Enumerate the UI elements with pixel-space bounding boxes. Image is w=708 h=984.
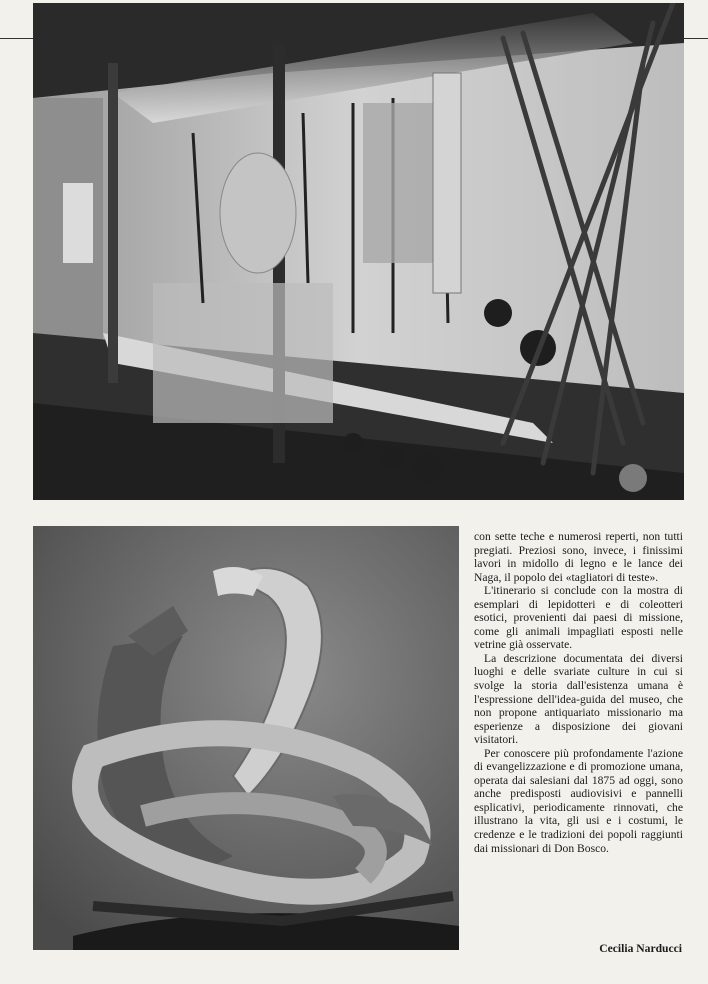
paragraph: La descrizione documentata dei diversi luoghi e delle svariate culture in cui si svolge la storia dall'esistenza umana è l'espressione dell'idea-guida del museo, che non propone antiquariato missionario ma esperienze a disposizione dei giovani visitatori. [474, 651, 683, 747]
author-byline: Cecilia Narducci [599, 942, 682, 955]
page-rule-left [0, 38, 34, 39]
article-text-column [474, 530, 683, 855]
paragraph: con sette teche e numerosi reperti, non tutti pregiati. Preziosi sono, invece, i finissimi lavori in midollo di legno e le lance dei Naga, il popolo dei «tagliatori di teste». [474, 530, 683, 584]
paragraph: L'itinerario si conclude con la mostra di esemplari di lepidotteri e di coleotteri esotici, provenienti dai paesi di missione, come gli animali impagliati esposti nelle vetrine già osservate. [474, 584, 683, 652]
mongoose-cobra-photo [33, 526, 459, 950]
museum-display-photo [33, 3, 684, 500]
paragraph: Per conoscere più profondamente l'azione di evangelizzazione e di promozione umana, operata dai salesiani dal 1875 ad oggi, sono anche predisposti audiovisivi e pannelli esplicativi, periodicamente rinnovati, che illustrano la vita, gli usi e i costumi, le credenze e le tradizioni dei popoli raggiunti dai missionari di Don Bosco. [474, 746, 683, 855]
page-rule-right [684, 38, 708, 39]
